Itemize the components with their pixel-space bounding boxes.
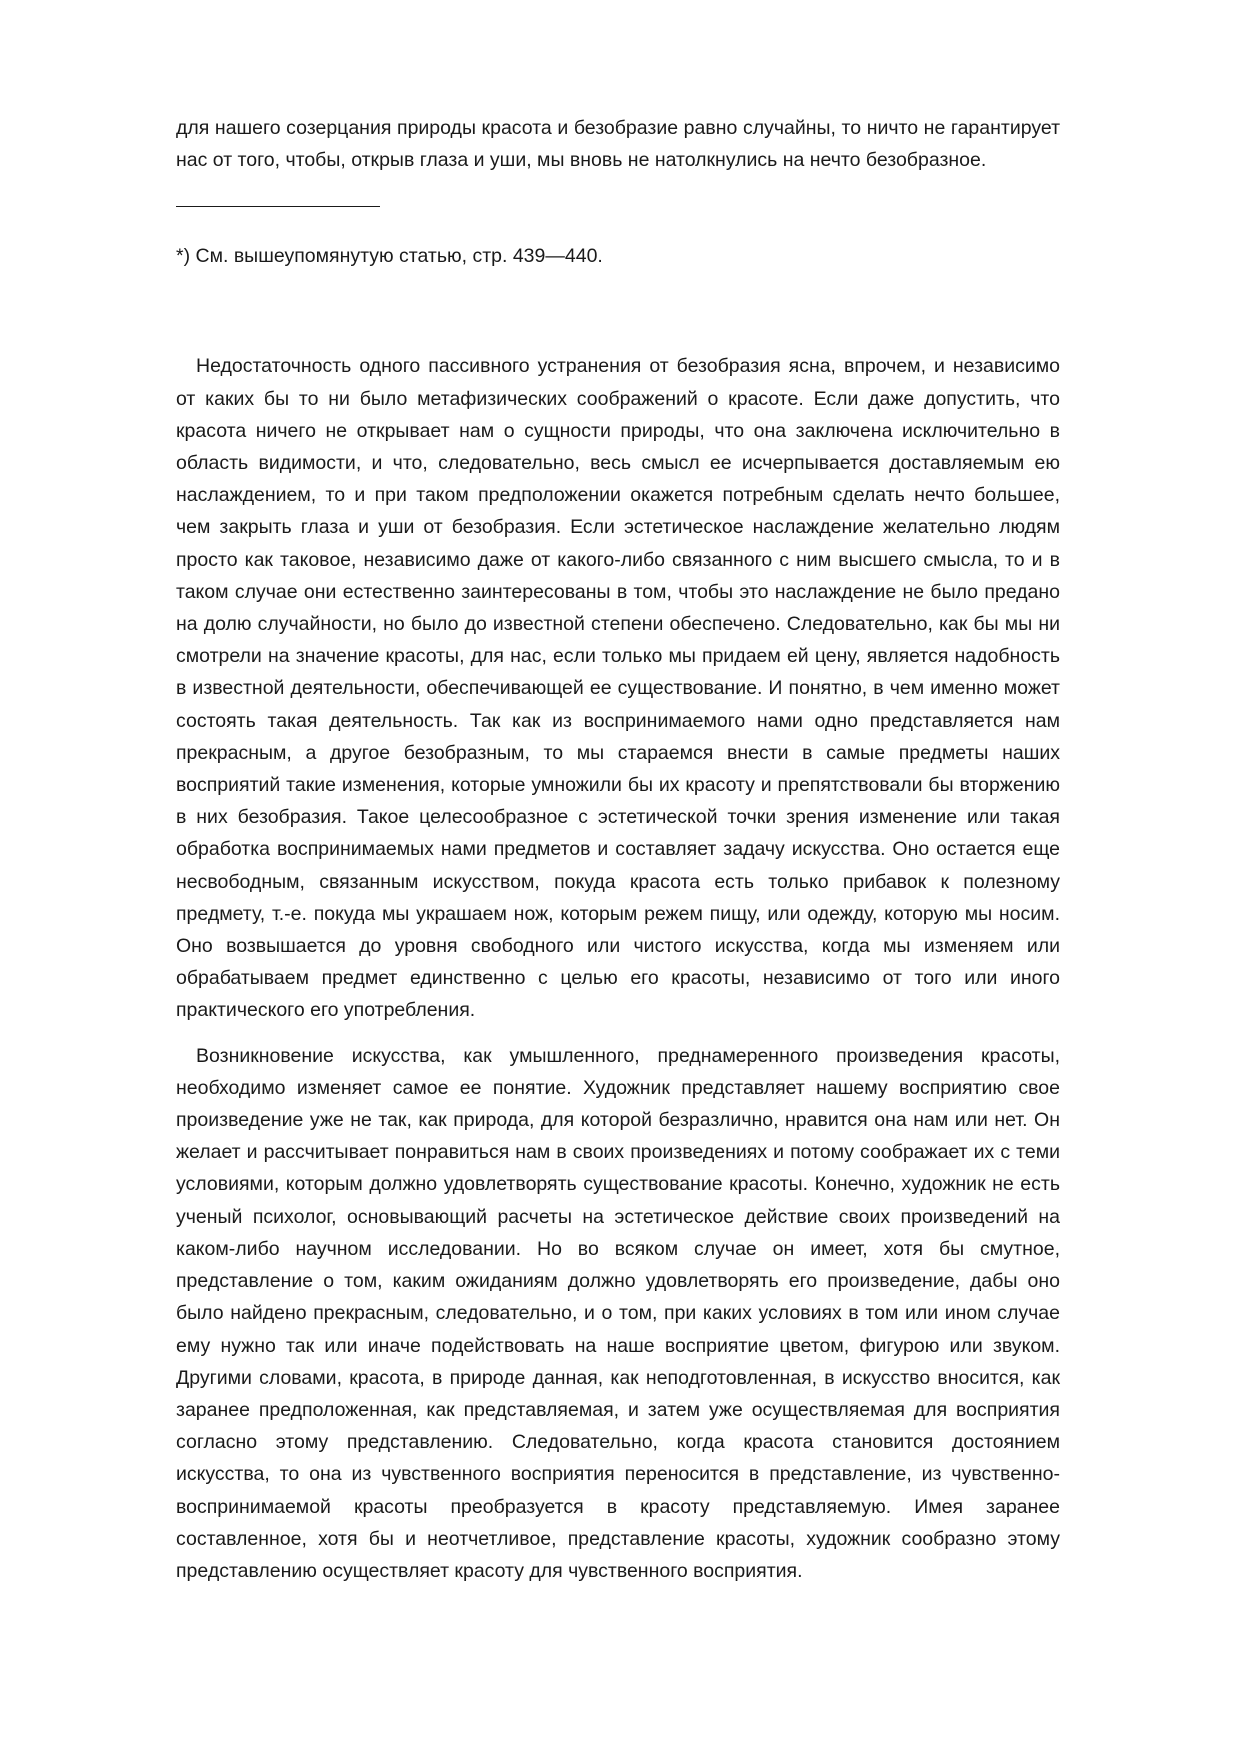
continuation-paragraph: для нашего созерцания природы красота и безобразие равно случайны, то ничто не гарантирует нас от того, чтобы, открыв глаза и уши, мы вновь не натолкнулись на нечто безобразное. xyxy=(176,117,1060,172)
document-page xyxy=(176,112,1060,1587)
footnote-separator xyxy=(176,206,380,207)
paragraph-gap xyxy=(176,1027,1060,1040)
section-gap xyxy=(176,272,1060,350)
footnote: *) См. вышеупомянутую статью, стр. 439—440. xyxy=(176,245,603,268)
paragraph-1: Недостаточность одного пассивного устранения от безобразия ясна, впрочем, и независимо от каких бы то ни было метафизических соображений о красоте. Если даже допустить, что красота ничего не открывает нам о сущности природы, что она заключена исключительно в область видимости, и что, следовательно, весь смысл ее исчерпывается доставляемым ею наслаждением, то и при таком предположении окажется потребным сделать нечто большее, чем закрыть глаза и уши от безобразия. Если эстетическое наслаждение желательно людям просто как таковое, независимо даже от какого-либо связанного с ним высшего смысла, то и в таком случае они естественно заинтересованы в том, чтобы это наслаждение не было предано на долю случайности, но было до известной степени обеспечено. Следовательно, как бы мы ни смотрели на значение красоты, для нас, если только мы придаем ей цену, является надобность в известной деятельности, обеспечивающей ее существование. И понятно, в чем именно может состоять такая деятельность. Так как из воспринимаемого нами одно представляется нам прекрасным, а другое безобразным, то мы стараемся внести в самые предметы наших восприятий такие изменения, которые умножили бы их красоту и препятствовали бы вторжению в них безобразия. Такое целесообразное с эстетической точки зрения изменение или такая обработка воспринимаемых нами предметов и составляет задачу искусства. Оно остается еще несвободным, связанным искусством, покуда красота есть только прибавок к полезному предмету, т.-е. покуда мы украшаем нож, которым режем пищу, или одежду, которую мы носим. Оно возвышается до уровня свободного или чистого искусства, когда мы изменяем или обрабатываем предмет единственно с целью его красоты, независимо от того или иного практического его употребления. xyxy=(176,355,1060,1022)
paragraph-2: Возникновение искусства, как умышленного, преднамеренного произведения красоты, необходимо изменяет самое ее понятие. Художник представляет нашему восприятию свое произведение уже не так, как природа, для которой безразлично, нравится она нам или нет. Он желает и рассчитывает понравиться нам в своих произведениях и потому соображает их с теми условиями, которым должно удовлетворять существование красоты. Конечно, художник не есть ученый психолог, основывающий расчеты на эстетическое действие своих произведений на каком-либо научном исследовании. Но во всяком случае он имеет, хотя бы смутное, представление о том, каким ожиданиям должно удовлетворять его произведение, дабы оно было найдено прекрасным, следовательно, и о том, при каких условиях в том или ином случае ему нужно так или иначе подействовать на наше восприятие цветом, фигурою или звуком. Другими словами, красота, в природе данная, как неподготовленная, в искусство вносится, как заранее предположенная, как представляемая, и затем уже осуществляемая для восприятия согласно этому представлению. Следовательно, когда красота становится достоянием искусства, то она из чувственного восприятия переносится в представление, из чувственно-воспринимаемой красоты преобразуется в красоту представляемую. Имея заранее составленное, хотя бы и неотчетливое, представление красоты, художник сообразно этому представлению осуществляет красоту для чувственного восприятия. xyxy=(176,1044,1060,1582)
